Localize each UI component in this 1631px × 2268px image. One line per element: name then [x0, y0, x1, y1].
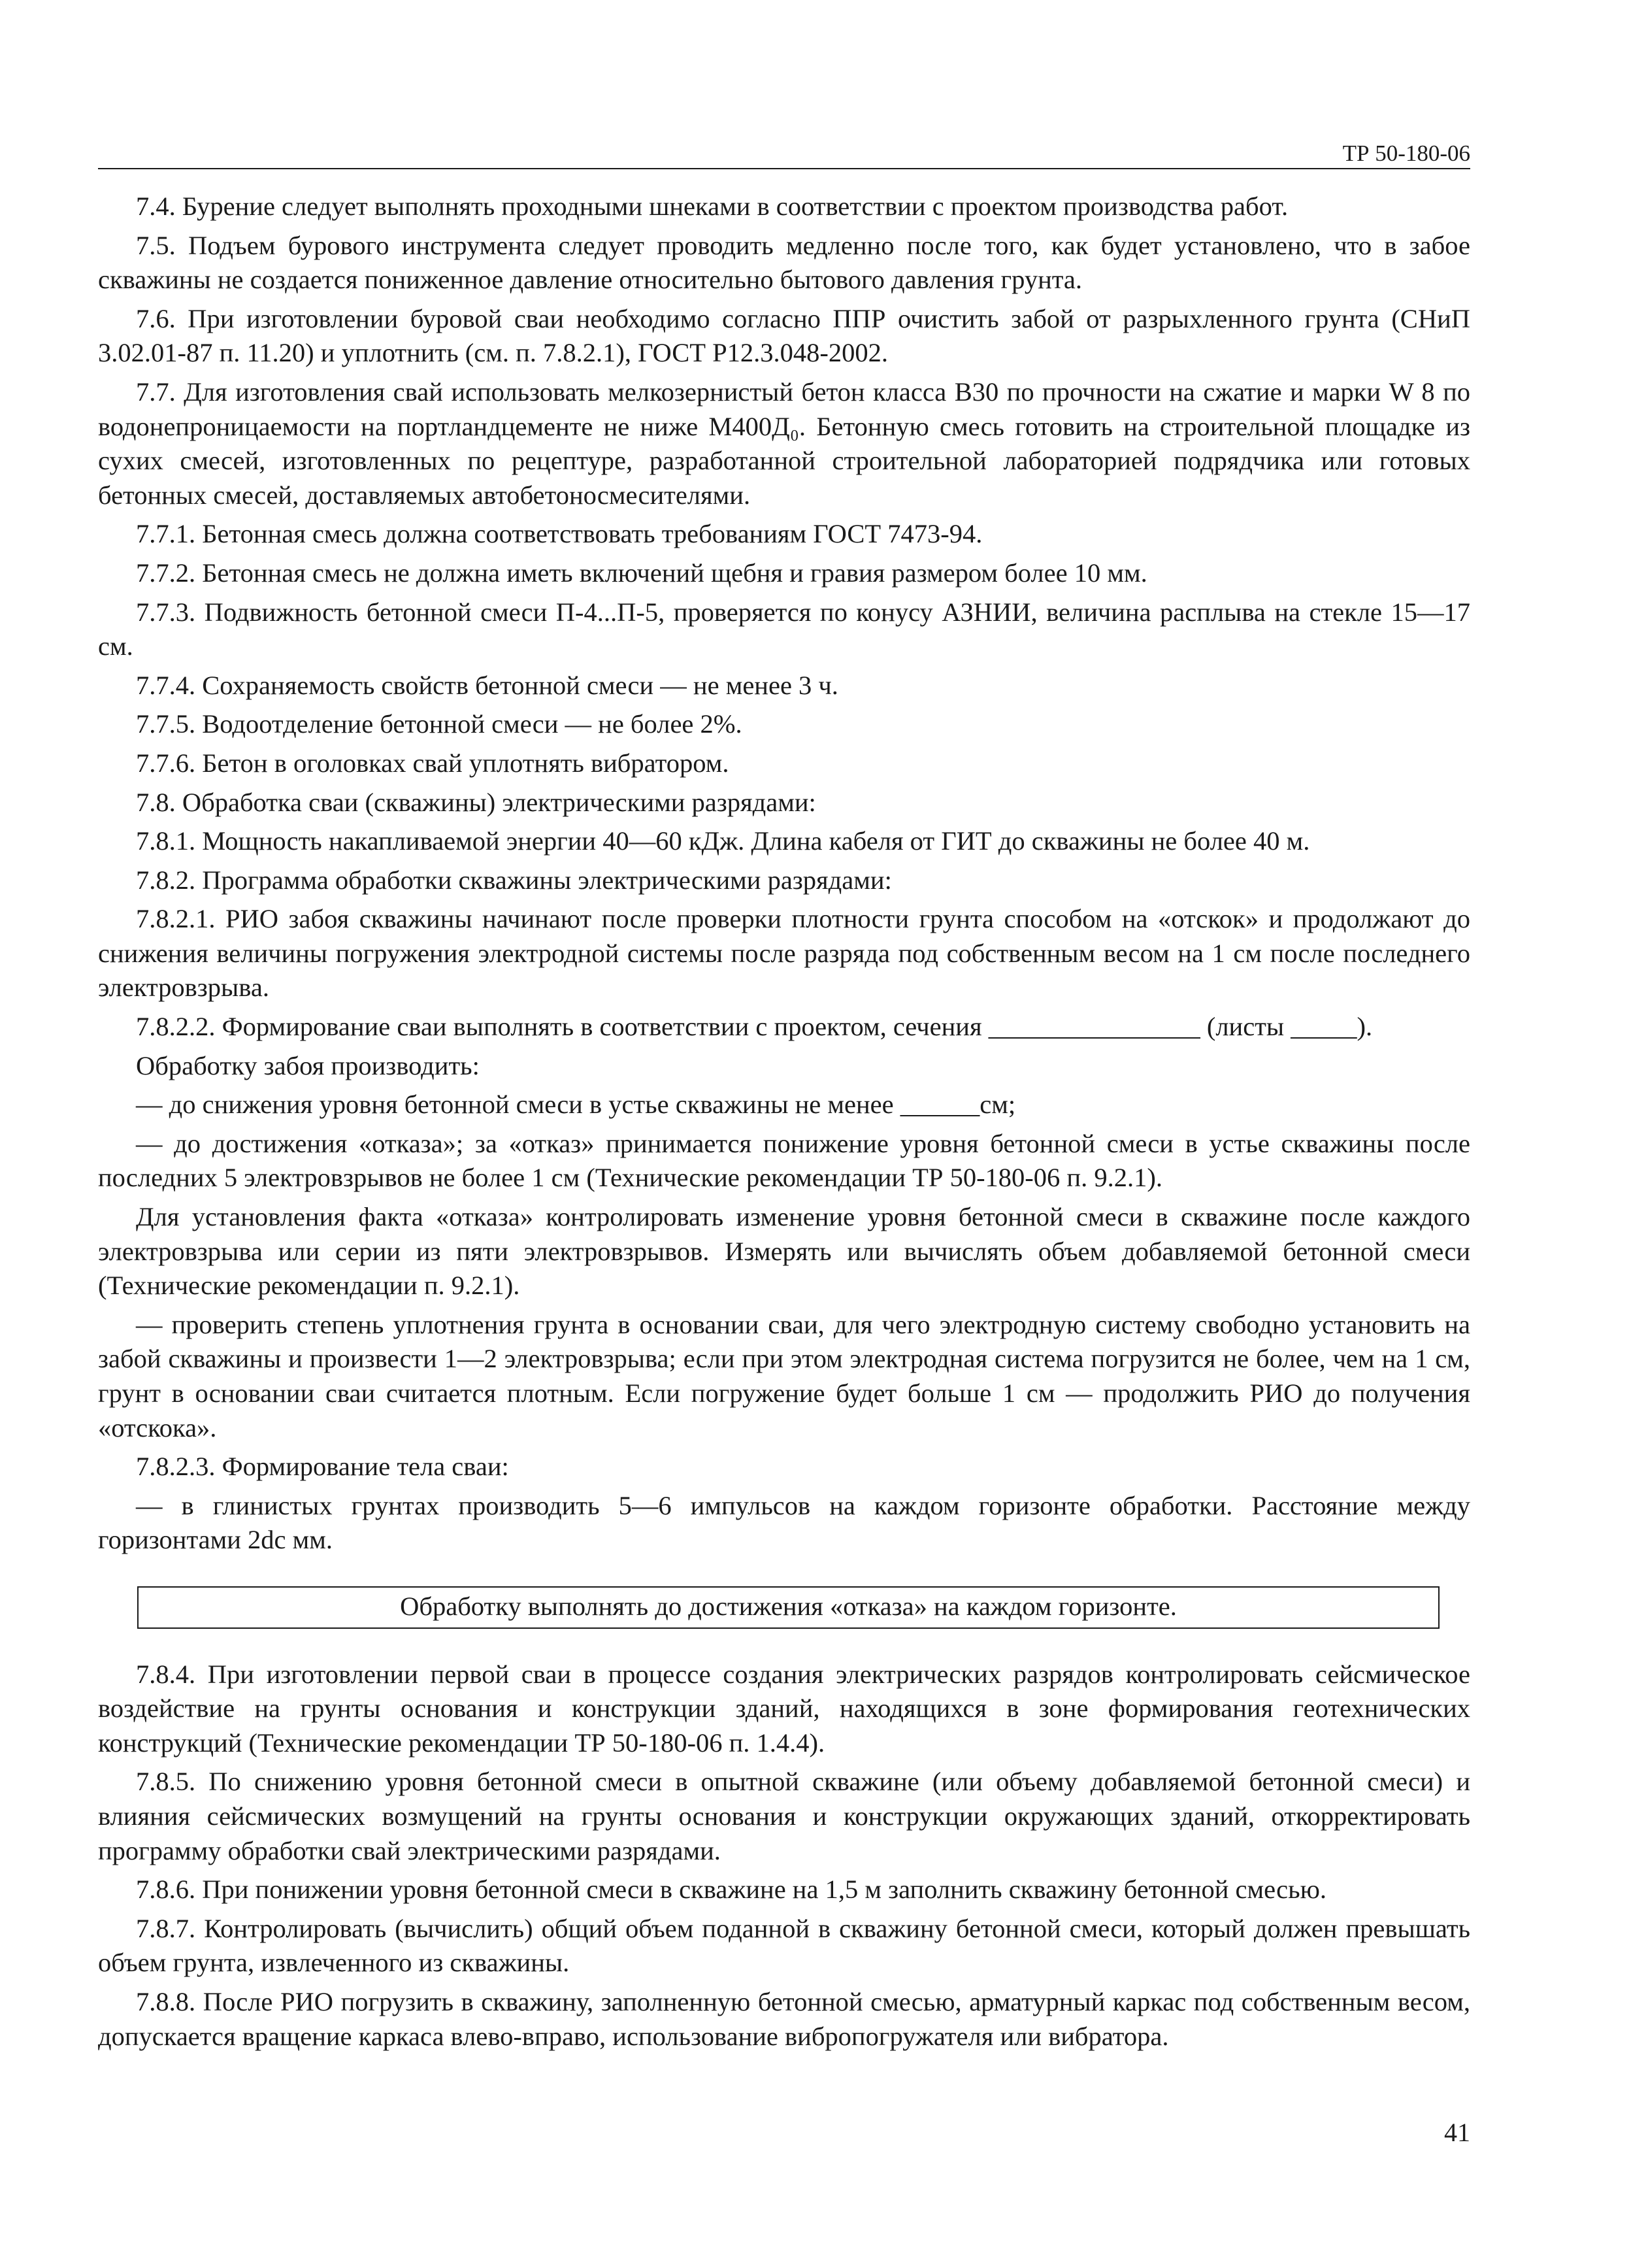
paragraph-7-8-8: 7.8.8. После РИО погрузить в скважину, заполненную бетонной смесью, арматурный каркас под собственным весом, допускается вращение каркаса влево-вправо, использование вибропогружателя или вибратора. — [98, 1986, 1470, 2051]
paragraph-refusal-control: Для установления факта «отказа» контролировать изменение уровня бетонной смеси в скважине после каждого электровзрыва или серии из пяти электровзрывов. Измерять или вычислять объем добавляемой бетонной смеси (Технические рекомендации п. 9.2.1). — [98, 1202, 1470, 1301]
paragraph-7-4: 7.4. Бурение следует выполнять проходными шнеками в соответствии с проектом производства работ. — [136, 192, 1289, 221]
notice-box — [137, 1586, 1440, 1629]
paragraph-7-7-6: 7.7.6. Бетон в оголовках свай уплотнять вибратором. — [136, 748, 729, 778]
page-number: 41 — [1444, 2118, 1470, 2147]
paragraph-7-7-5: 7.7.5. Водоотделение бетонной смеси — не более 2%. — [136, 709, 742, 739]
paragraph-7-8-2: 7.8.2. Программа обработки скважины электрическими разрядами: — [136, 865, 892, 895]
page-header — [98, 141, 1470, 169]
paragraph-7-8: 7.8. Обработка сваи (скважины) электрическими разрядами: — [136, 787, 816, 817]
paragraph-7-7-3: 7.7.3. Подвижность бетонной смеси П-4...П-5, проверяется по конусу АЗНИИ, величина расплыва на стекле 15—17 см. — [98, 597, 1470, 661]
bottom-processing-heading: Обработку забоя производить: — [136, 1050, 480, 1080]
paragraph-7-8-1: 7.8.1. Мощность накапливаемой энергии 40—60 кДж. Длина кабеля от ГИТ до скважины не более 40 м. — [136, 826, 1310, 856]
paragraph-7-8-7: 7.8.7. Контролировать (вычислить) общий объем поданной в скважину бетонной смеси, который должен превышать объем грунта, извлеченного из скважины. — [98, 1913, 1470, 1978]
paragraph-7-8-4: 7.8.4. При изготовлении первой сваи в процессе создания электрических разрядов контролировать сейсмическое воздействие на грунты основания и конструкции зданий, находящихся в зоне формирования геотехнических конструкций (Технические рекомендации ТР 50-180-06 п. 1.4.4). — [98, 1659, 1470, 1758]
paragraph-7-6: 7.6. При изготовлении буровой сваи необходимо согласно ППР очистить забой от разрыхленного грунта (СНиП 3.02.01-87 п. 11.20) и уплотнить (см. п. 7.8.2.1), ГОСТ Р12.3.048-2002. — [98, 303, 1470, 368]
paragraph-7-7: 7.7. Для изготовления свай использовать мелкозернистый бетон класса В30 по прочности на сжатие и марки W 8 по водонепроницаемости на портландцементе не ниже М400Д₀. Бетонную смесь готовить на строительной площадке из сухих смесей, изготовленных по рецептуре, разработанной строительной лабораторией подрядчика или готовых бетонных смесей, доставляемых автобетоносмесителями. — [98, 376, 1470, 510]
paragraph-7-8-2-1: 7.8.2.1. РИО забоя скважины начинают после проверки плотности грунта способом на «отскок» и продолжают до снижения величины погружения электродной системы после разряда под собственным весом на 1 см после последнего электровзрыва. — [98, 904, 1470, 1003]
paragraph-7-7-2: 7.7.2. Бетонная смесь не должна иметь включений щебня и гравия размером более 10 мм. — [136, 558, 1147, 588]
bullet-concrete-level: — до снижения уровня бетонной смеси в устье скважины не менее ______см; — [136, 1090, 1016, 1120]
paragraph-7-8-6: 7.8.6. При понижении уровня бетонной смеси в скважине на 1,5 м заполнить скважину бетонной смесью. — [136, 1875, 1326, 1905]
bullet-clay-soils: — в глинистых грунтах производить 5—6 импульсов на каждом горизонте обработки. Расстояние между горизонтами 2dc мм. — [98, 1490, 1470, 1555]
paragraph-7-5: 7.5. Подъем бурового инструмента следует проводить медленно после того, как будет установлено, что в забое скважины не создается пониженное давление относительно бытового давления грунта. — [98, 230, 1470, 295]
paragraph-7-7-4: 7.7.4. Сохраняемость свойств бетонной смеси — не менее 3 ч. — [136, 670, 838, 700]
paragraph-7-8-2-2: 7.8.2.2. Формирование сваи выполнять в соответствии с проектом, сечения ________________ (листы _____). — [136, 1012, 1373, 1042]
paragraph-7-8-2-3: 7.8.2.3. Формирование тела сваи: — [136, 1452, 509, 1482]
bullet-refusal: — до достижения «отказа»; за «отказ» принимается понижение уровня бетонной смеси в устье скважины после последних 5 электровзрывов не более 1 см (Технические рекомендации ТР 50-180-06 п. 9.2.1). — [98, 1128, 1470, 1193]
bullet-compaction-check: — проверить степень уплотнения грунта в основании сваи, для чего электродную систему свободно установить на забой скважины и произвести 1—2 электровзрыва; если при этом электродная система погрузится не более, чем на 1 см, грунт в основании сваи считается плотным. Если погружение будет больше 1 см — продолжить РИО до получения «отскока». — [98, 1309, 1470, 1443]
document-code: ТР 50-180-06 — [1342, 141, 1470, 166]
paragraph-7-7-1: 7.7.1. Бетонная смесь должна соответствовать требованиям ГОСТ 7473-94. — [136, 519, 983, 549]
notice-text: Обработку выполнять до достижения «отказа» на каждом горизонте. — [400, 1591, 1177, 1621]
body-text — [98, 190, 1470, 2054]
paragraph-7-8-5: 7.8.5. По снижению уровня бетонной смеси в опытной скважине (или объему добавляемой бетонной смеси) и влияния сейсмических возмущений на грунты основания и конструкции окружающих зданий, откорректировать программу обработки свай электрическими разрядами. — [98, 1767, 1470, 1865]
